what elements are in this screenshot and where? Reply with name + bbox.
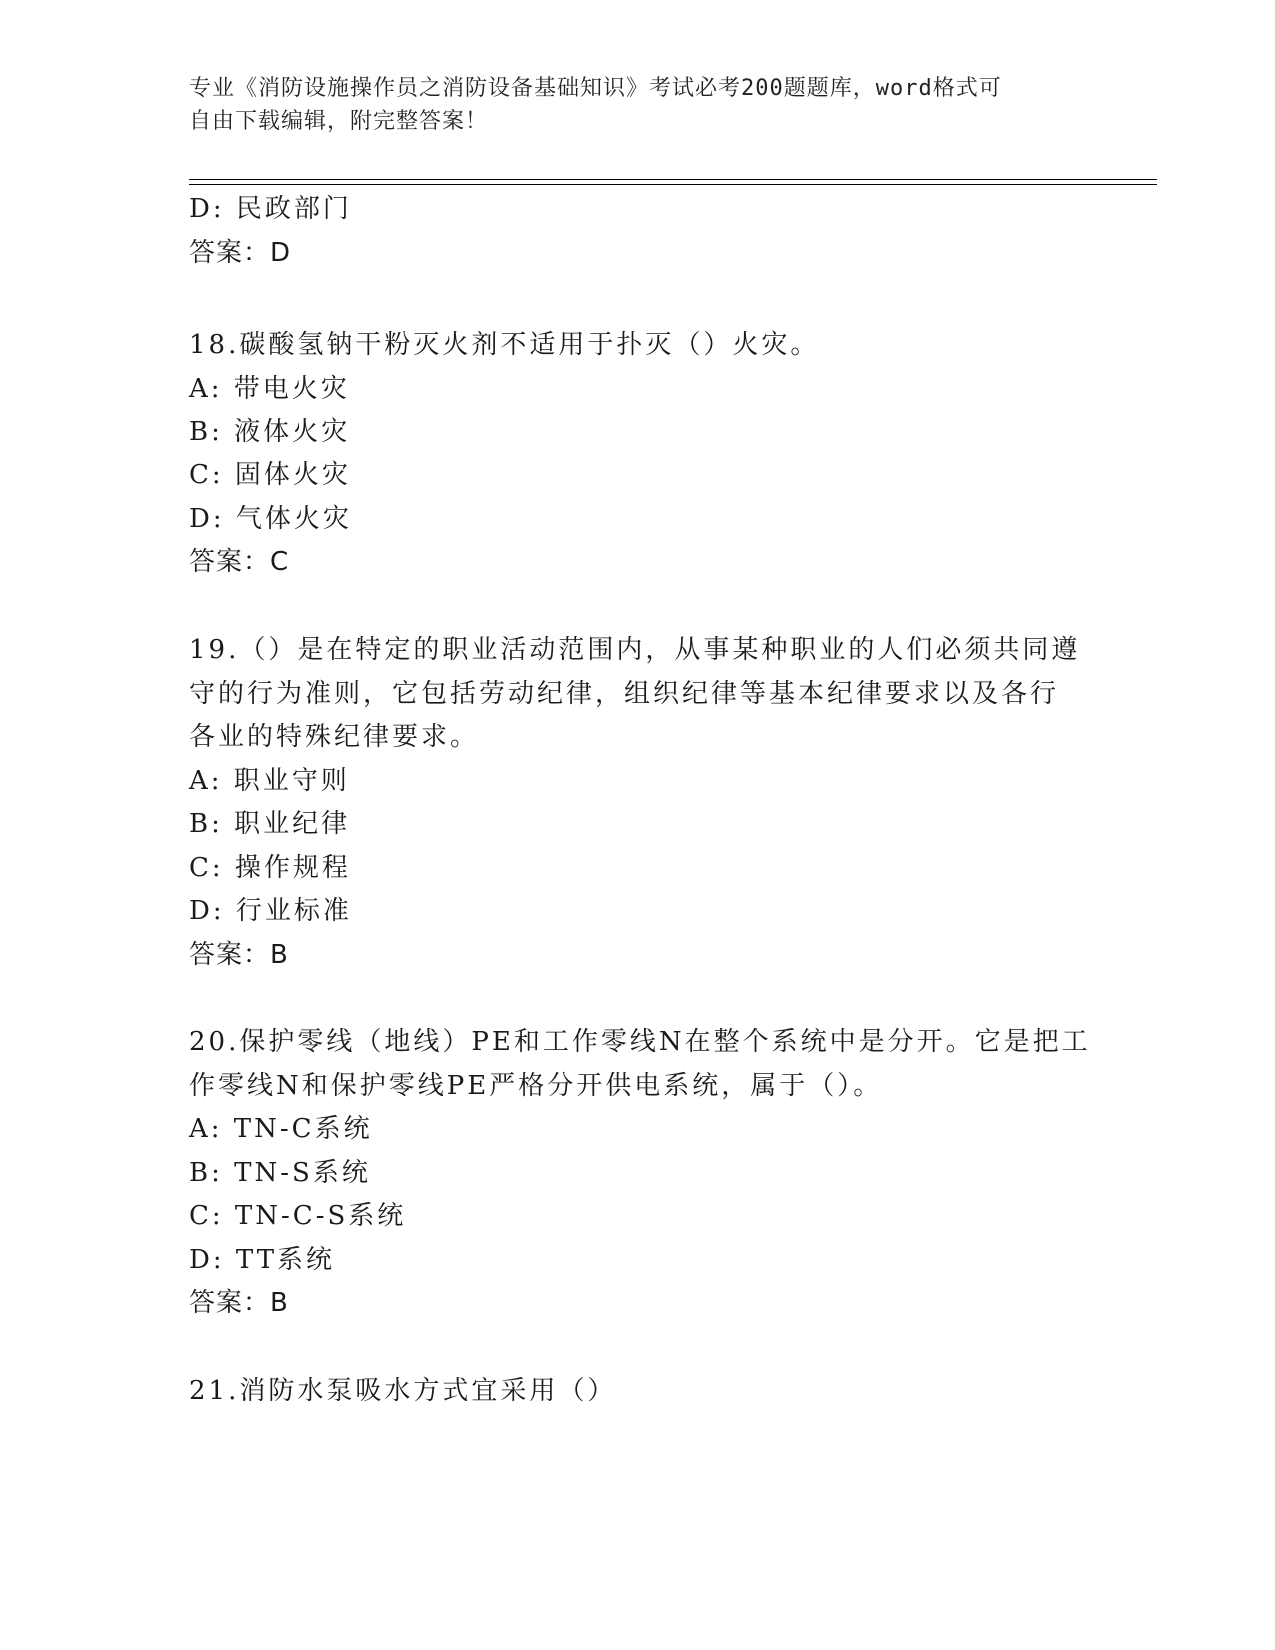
option-a: A: 带电火灾 (189, 374, 350, 404)
header-line-2: 自由下载编辑，附完整答案！ (189, 109, 489, 134)
question-stem: 作零线N和保护零线PE严格分开供电系统，属于（）。 (189, 1071, 883, 1101)
answer-line: 答案：B (189, 1288, 289, 1318)
option-b: B: 职业纪律 (189, 809, 351, 839)
question-stem: 20.保护零线（地线）PE和工作零线N在整个系统中是分开。它是把工 (189, 1027, 1091, 1057)
question-stem: 19.（）是在特定的职业活动范围内，从事某种职业的人们必须共同遵 (189, 635, 1081, 665)
question-stem: 守的行为准则，它包括劳动纪律，组织纪律等基本纪律要求以及各行 (189, 679, 1060, 709)
header-line-1: 专业《消防设施操作员之消防设备基础知识》考试必考200题题库，word格式可 (189, 76, 1002, 101)
option-d: D: 民政部门 (189, 194, 352, 224)
answer-line: 答案：C (189, 547, 290, 577)
option-b: B: TN-S系统 (189, 1158, 371, 1188)
answer-line: 答案：D (189, 238, 292, 268)
page-header (189, 72, 1089, 138)
answer-line: 答案：B (189, 940, 289, 970)
option-a: A: 职业守则 (189, 766, 350, 796)
option-c: C: 固体火灾 (189, 460, 351, 490)
option-d: D: 行业标准 (189, 896, 352, 926)
option-b: B: 液体火灾 (189, 417, 351, 447)
question-stem: 18.碳酸氢钠干粉灭火剂不适用于扑灭（）火灾。 (189, 330, 820, 360)
question-stem: 各业的特殊纪律要求。 (189, 722, 480, 752)
option-a: A: TN-C系统 (189, 1114, 373, 1144)
option-d: D: 气体火灾 (189, 504, 352, 534)
option-c: C: 操作规程 (189, 853, 351, 883)
option-d: D: TT系统 (189, 1245, 336, 1275)
option-c: C: TN-C-S系统 (189, 1201, 407, 1231)
header-divider-bottom (189, 184, 1157, 185)
question-stem: 21.消防水泵吸水方式宜采用（） (189, 1376, 617, 1406)
header-divider-top (189, 179, 1157, 180)
